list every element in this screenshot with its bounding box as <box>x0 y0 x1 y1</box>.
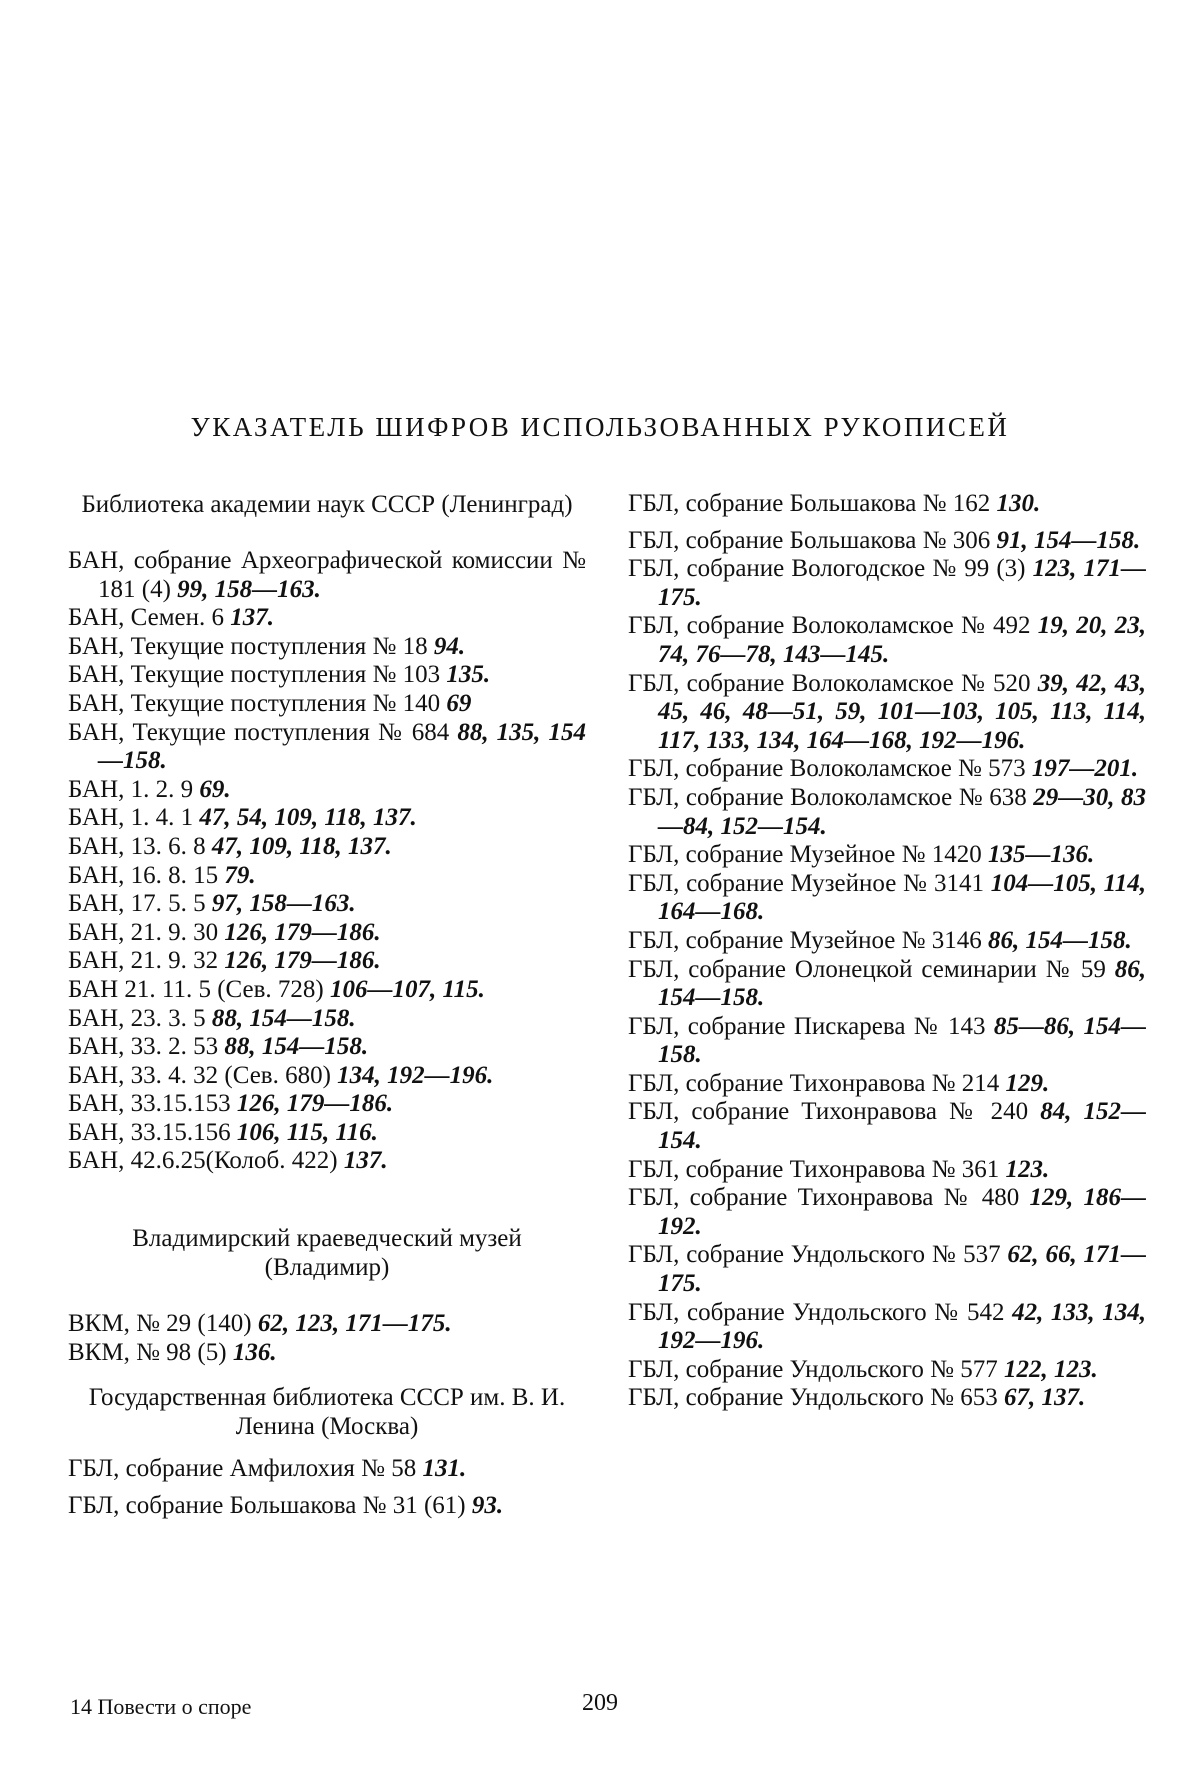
page-refs: 91, 154—158. <box>996 526 1141 554</box>
index-entry: ГБЛ, собрание Ундольского № 542 42, 133, 134, 192—196. <box>628 1298 1147 1355</box>
page-refs: 47, 54, 109, 118, 137. <box>199 804 417 832</box>
page-refs: 19, 20, 23, 74, 76—78, 143—145. <box>658 612 1146 668</box>
section-heading: Государственная библиотека СССР им. В. И. Ленина (Москва) <box>88 1384 566 1441</box>
page-refs: 62, 123, 171—175. <box>257 1310 452 1338</box>
index-entry: ГБЛ, собрание Тихонравова № 480 129, 186—192. <box>628 1184 1147 1240</box>
page-refs: 126, 179—186. <box>236 1090 394 1118</box>
page-refs: 86, 154—158. <box>988 926 1132 954</box>
index-entry: БАН, 21. 9. 32 126, 179—186. <box>68 947 381 975</box>
section-heading: Библиотека академии наук СССР (Ленинград) <box>81 491 573 518</box>
index-entry: БАН, 33.15.156 106, 115, 116. <box>68 1118 378 1146</box>
page-refs: 94. <box>433 632 466 660</box>
page-refs: 123, 171—175. <box>658 555 1146 611</box>
page-refs: 39, 42, 43, 45, 46, 48—51, 59, 101—103, 105, 113, 114, 117, 133, 134, 164—168, 192—196. <box>658 669 1146 754</box>
page-refs: 126, 179—186. <box>224 918 381 946</box>
page-refs: 88, 154—158. <box>224 1033 369 1061</box>
index-entry: ВКМ, № 98 (5) 136. <box>68 1338 277 1366</box>
page-refs: 69 <box>446 689 472 717</box>
page-refs: 106—107, 115. <box>330 975 485 1003</box>
page-refs: 197—201. <box>1031 755 1139 783</box>
page-refs: 134, 192—196. <box>337 1061 494 1089</box>
page-refs: 130. <box>996 490 1041 517</box>
page-refs: 122, 123. <box>1004 1355 1098 1383</box>
index-entry: ГБЛ, собрание Волоколамское № 573 197—201. <box>628 755 1139 783</box>
printer-signature: 14 Повести о споре <box>70 1694 252 1719</box>
index-entry: ГБЛ, собрание Ундольского № 577 122, 123. <box>628 1355 1098 1383</box>
page-refs: 136. <box>232 1338 277 1366</box>
page-refs: 97, 158—163. <box>211 890 356 918</box>
index-entry: БАН, 33. 2. 53 88, 154—158. <box>68 1033 369 1061</box>
page-refs: 129, 186—192. <box>658 1184 1147 1240</box>
index-entry: БАН, собрание Археографической комиссии № 181 (4) 99, 158—163. <box>68 547 586 603</box>
index-entry: БАН, 42.6.25(Колоб. 422) 137. <box>68 1147 388 1175</box>
page-refs: 129. <box>1005 1069 1050 1097</box>
index-entry: ГБЛ, собрание Олонецкой семинарии № 59 86, 154—158. <box>628 955 1146 1012</box>
index-entry: БАН, 23. 3. 5 88, 154—158. <box>68 1004 356 1032</box>
page-refs: 99, 158—163. <box>177 575 321 603</box>
page-refs: 69. <box>199 775 231 803</box>
index-entry: БАН, Текущие поступления № 140 69 <box>68 689 472 717</box>
page-refs: 88, 154—158. <box>211 1004 356 1032</box>
page-title: УКАЗАТЕЛЬ ШИФРОВ ИСПОЛЬЗОВАННЫХ РУКОПИСЕЙ <box>190 412 1010 442</box>
page-refs: 104—105, 114, 164—168. <box>658 869 1147 926</box>
page-refs: 137. <box>343 1147 388 1175</box>
index-entry: БАН 21. 11. 5 (Сев. 728) 106—107, 115. <box>68 975 485 1003</box>
index-entry: ГБЛ, собрание Большакова № 162 130. <box>628 490 1041 517</box>
page-refs: 137. <box>230 604 275 632</box>
index-entry: ГБЛ, собрание Музейное № 1420 135—136. <box>628 841 1095 869</box>
index-entry: ГБЛ, собрание Вологодское № 99 (3) 123, 171—175. <box>628 555 1146 611</box>
index-entry: БАН, 16. 8. 15 79. <box>68 861 256 889</box>
index-column-left <box>68 490 586 1520</box>
index-entry: ГБЛ, собрание Большакова № 31 (61) 93. <box>68 1491 504 1519</box>
page-number: 209 <box>582 1690 618 1716</box>
index-entry: ГБЛ, собрание Волоколамское № 492 19, 20, 23, 74, 76—78, 143—145. <box>628 612 1146 668</box>
page-refs: 85—86, 154—158. <box>658 1012 1147 1069</box>
index-entry: БАН, 33.15.153 126, 179—186. <box>68 1090 394 1118</box>
page-refs: 126, 179—186. <box>224 947 381 975</box>
index-entry: ГБЛ, собрание Ундольского № 537 62, 66, 171—175. <box>628 1241 1147 1298</box>
index-entry: БАН, 13. 6. 8 47, 109, 118, 137. <box>68 832 392 860</box>
index-entry: ГБЛ, собрание Ундольского № 653 67, 137. <box>628 1384 1086 1412</box>
page-refs: 79. <box>224 861 256 889</box>
index-entry: БАН, Текущие поступления № 684 88, 135, 154—158. <box>68 718 586 775</box>
page-refs: 62, 66, 171—175. <box>658 1241 1147 1298</box>
index-entry: ГБЛ, собрание Тихонравова № 361 123. <box>628 1155 1050 1183</box>
index-entry: ГБЛ, собрание Музейное № 3141 104—105, 114, 164—168. <box>628 869 1147 926</box>
index-entry: ГБЛ, собрание Волоколамское № 638 29—30, 83—84, 152—154. <box>628 783 1146 840</box>
page-refs: 93. <box>471 1491 504 1519</box>
index-entry: БАН, 33. 4. 32 (Сев. 680) 134, 192—196. <box>68 1061 494 1089</box>
page-refs: 86, 154—158. <box>658 955 1146 1012</box>
index-entry: ГБЛ, собрание Музейное № 3146 86, 154—158. <box>628 926 1132 954</box>
page-refs: 131. <box>422 1455 467 1483</box>
page-refs: 47, 109, 118, 137. <box>211 832 392 860</box>
index-entry: БАН, Текущие поступления № 103 135. <box>68 661 491 689</box>
index-entry: БАН, 21. 9. 30 126, 179—186. <box>68 918 381 946</box>
page-refs: 84, 152—154. <box>658 1098 1147 1155</box>
page-refs: 106, 115, 116. <box>236 1118 378 1146</box>
index-entry: БАН, 17. 5. 5 97, 158—163. <box>68 890 356 918</box>
page-refs: 67, 137. <box>1004 1384 1086 1412</box>
index-entry: ГБЛ, собрание Пискарева № 143 85—86, 154—158. <box>628 1012 1147 1069</box>
section-heading: Владимирский краеведческий музей (Владимир) <box>132 1225 522 1282</box>
page-refs: 135. <box>446 661 491 689</box>
index-entry: БАН, 1. 2. 9 69. <box>68 775 231 803</box>
index-entry: ГБЛ, собрание Тихонравова № 214 129. <box>628 1069 1050 1097</box>
page-refs: 88, 135, 154—158. <box>98 718 586 775</box>
index-entry: ГБЛ, собрание Тихонравова № 240 84, 152—154. <box>628 1098 1147 1155</box>
page-refs: 135—136. <box>988 841 1095 869</box>
index-entry: ГБЛ, собрание Большакова № 306 91, 154—158. <box>628 526 1141 554</box>
index-entry: БАН, Семен. 6 137. <box>68 604 275 632</box>
index-column-right <box>628 490 1146 1413</box>
index-entry: ГБЛ, собрание Амфилохия № 58 131. <box>68 1455 467 1483</box>
index-entry: БАН, 1. 4. 1 47, 54, 109, 118, 137. <box>68 804 417 832</box>
page-refs: 42, 133, 134, 192—196. <box>658 1298 1147 1355</box>
index-entry: БАН, Текущие поступления № 18 94. <box>68 632 466 660</box>
index-entry: ВКМ, № 29 (140) 62, 123, 171—175. <box>68 1310 452 1338</box>
page-refs: 123. <box>1005 1155 1050 1183</box>
page-refs: 29—30, 83—84, 152—154. <box>658 783 1146 840</box>
index-entry: ГБЛ, собрание Волоколамское № 520 39, 42, 43, 45, 46, 48—51, 59, 101—103, 105, 113, 114, 117, 133, 134, 164—168, 192—196. <box>628 669 1146 754</box>
